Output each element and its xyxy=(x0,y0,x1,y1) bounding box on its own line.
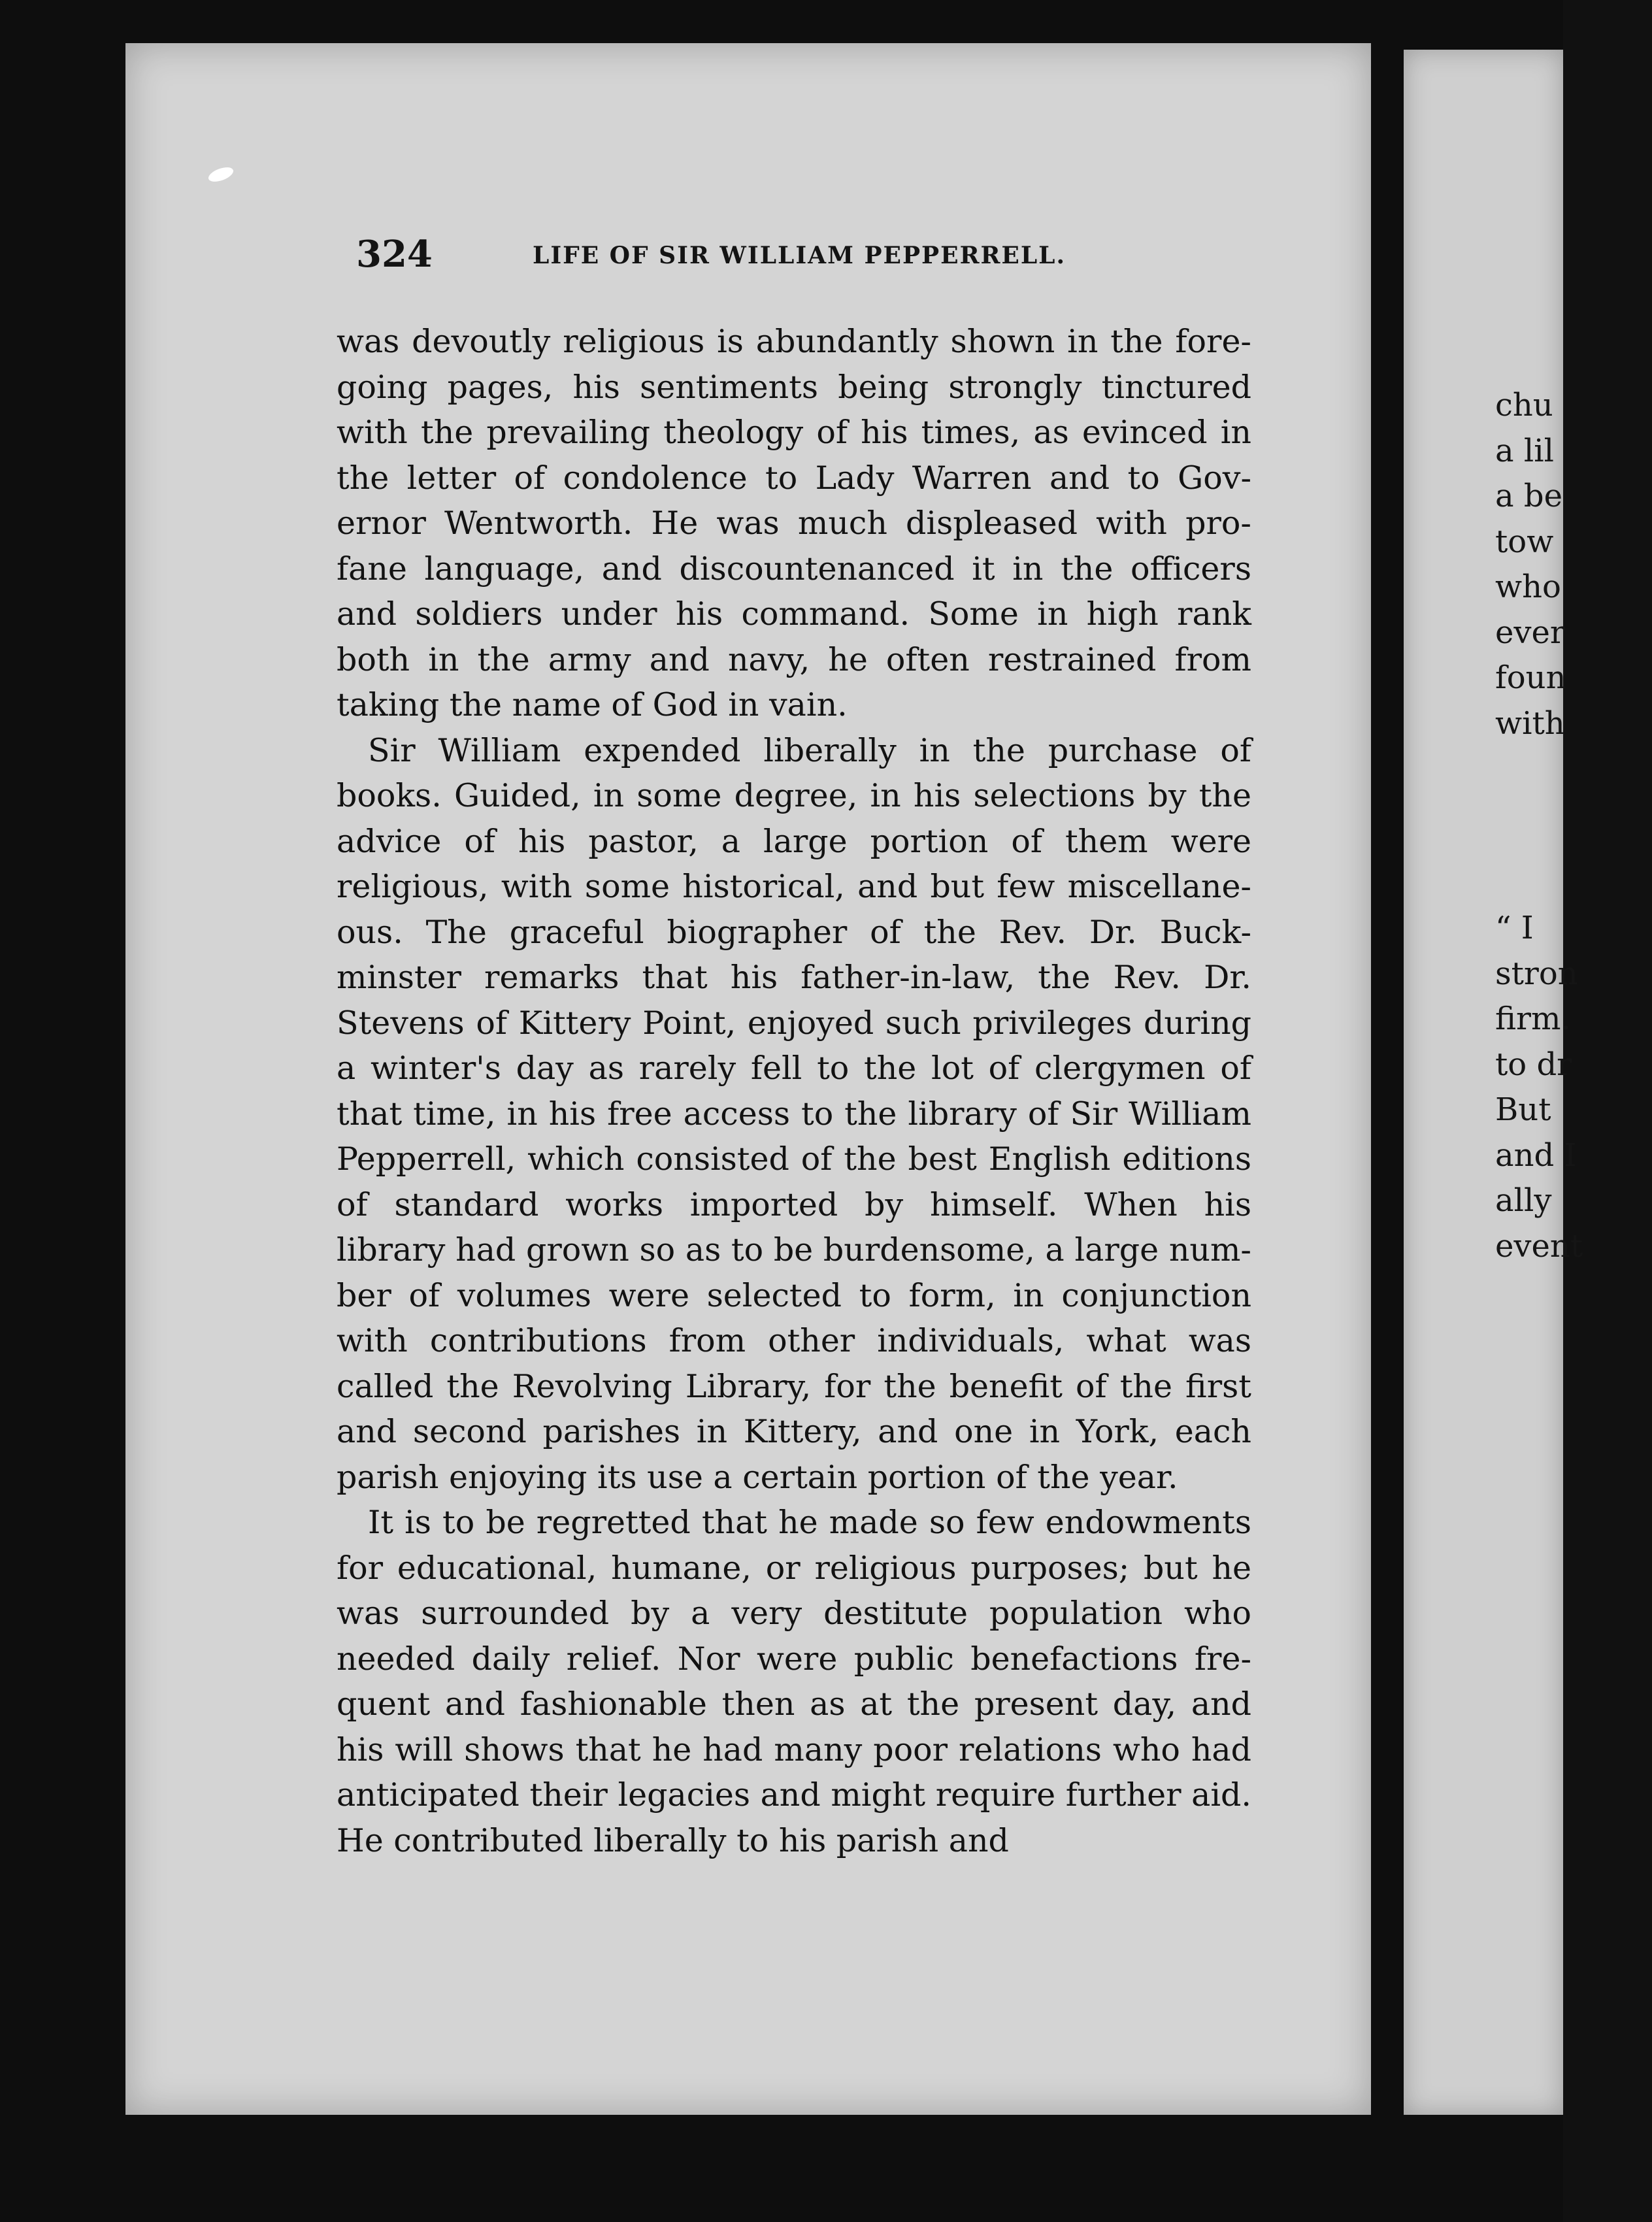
facing-line: chu xyxy=(1495,387,1553,423)
body-text xyxy=(337,319,1251,1863)
facing-line: foun xyxy=(1495,659,1566,696)
facing-line: a be xyxy=(1495,478,1563,514)
facing-line: stron xyxy=(1495,955,1578,992)
facing-line: who xyxy=(1495,569,1561,605)
facing-line: event xyxy=(1495,1227,1583,1265)
facing-line: to dr xyxy=(1495,1046,1572,1083)
facing-line: firm. xyxy=(1495,1001,1571,1037)
paragraph-2: Sir William expended liberally in the purchase of books. Guided, in some degree, in his selections by the advice of his pastor, a large portion of them were religious, with some historical, and but few miscellane-ous. The graceful biographer of the Rev. Dr. Buck-minster remarks that his father-in-law, the Rev. Dr. Stevens of Kittery Point, enjoyed such privileges during a winter's day as rarely fell to the lot of clergymen of that time, in his free access to the library of Sir William Pepperrell, which consisted of the best English editions of standard works imported by himself. When his library had grown so as to be burdensome, a large num-ber of volumes were selected to form, in conjunction with contributions from other individuals, what was called the Revolving Library, for the benefit of the first and second parishes in Kittery, and one in York, each parish enjoying its use a certain portion of the year. xyxy=(337,731,1251,1496)
page-header xyxy=(356,233,1271,285)
facing-line: ally xyxy=(1495,1182,1552,1219)
facing-page-fragment xyxy=(1404,50,1583,2115)
facing-line: ever xyxy=(1495,614,1565,651)
facing-line: with xyxy=(1495,705,1565,742)
facing-line: tow xyxy=(1495,523,1554,560)
facing-line: a lil xyxy=(1495,432,1554,469)
page-number: 324 xyxy=(356,233,433,276)
paragraph-1: was devoutly religious is abundantly shown in the fore-going pages, his sentiments being strongly tinctured with the prevailing theology of his times, as evinced in the letter of condolence to Lady Warren and to Gov-ernor Wentworth. He was much displeased with pro-fane language, and discountenanced it in the officers and soldiers under his command. Some in high rank both in the army and navy, he often restrained from taking the name of God in vain. xyxy=(337,323,1251,723)
paragraph-3: It is to be regretted that he made so few endowments for educational, humane, or religious purposes; but he was surrounded by a very destitute population who needed daily relief. Nor were public benefactions fre-quent and fashionable then as at the present day, and his will shows that he had many poor relations who had anticipated their legacies and might require further aid. He contributed liberally to his parish and xyxy=(337,1504,1251,1859)
facing-page-top-lines xyxy=(1495,383,1652,746)
facing-line: But xyxy=(1495,1091,1551,1128)
facing-page-middle-lines xyxy=(1495,906,1652,1269)
facing-line: and I xyxy=(1495,1136,1577,1174)
facing-line: “ I xyxy=(1495,910,1534,946)
running-title: LIFE OF SIR WILLIAM PEPPERRELL. xyxy=(533,242,1066,269)
